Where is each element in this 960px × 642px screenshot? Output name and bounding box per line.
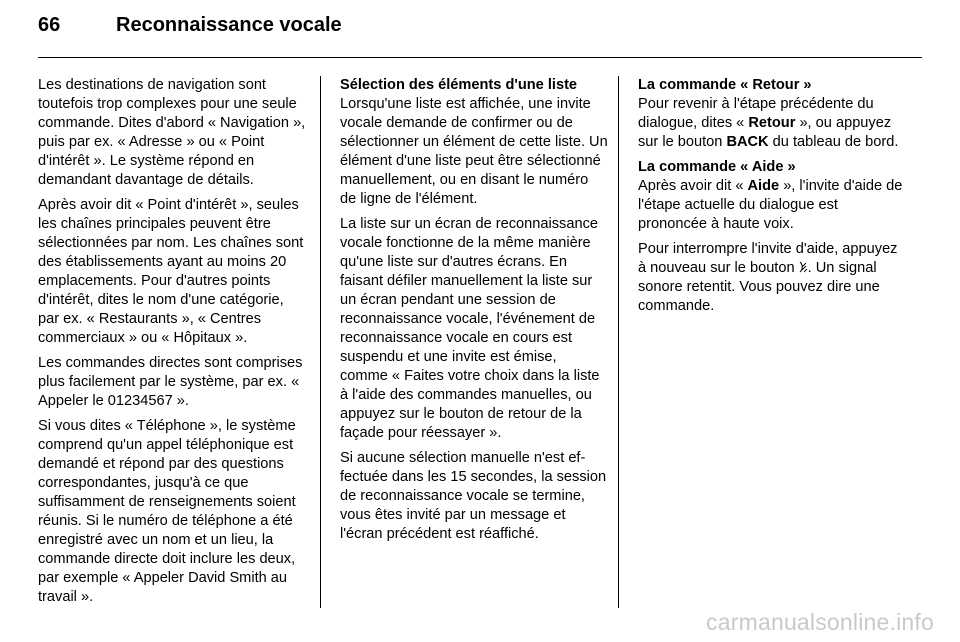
- column-3: [638, 76, 906, 322]
- voice-button-icon: [799, 261, 808, 273]
- paragraph: Si aucune sélection manuelle n'est effectuée dans les 15 secondes, la session de reconnaissance vocale se termine, vous êtes invité par un message et l'écran précédent est réaffiché.: [340, 450, 607, 542]
- section-help-command: La commande « Aide » Après avoir dit « Aide », l'invite d'aide de l'étape actuelle du dialogue est prononcée à haute voix.: [638, 158, 906, 234]
- paragraph: Pour interrompre l'invite d'aide, appuyez à nouveau sur le bouton . Un signal sonore retentit. Vous pouvez dire une commande.: [638, 241, 898, 314]
- page-number: 66: [38, 14, 61, 36]
- page-header: [38, 14, 342, 50]
- column-1: [38, 76, 306, 613]
- paragraph: Les commandes directes sont comprises plus facilement par le système, par ex. « Appeler le 01234567 ».: [38, 355, 303, 409]
- section-list-selection: [340, 76, 608, 209]
- paragraph: La liste sur un écran de reconnaissance vocale fonctionne de la même manière qu'une liste sur d'autres écrans. En faisant défiler manuellement la liste sur un écran pendant une session de reconnaissance vocale, l'événement de reconnaissance vocale en cours est suspendu et une invite est émise, comme « Faites votre choix dans la liste à l'aide des commandes manuelles, ou appuyez sur le bouton de retour de la façade pour réessayer ».: [340, 216, 600, 441]
- section-heading: La commande « Aide »: [638, 159, 796, 175]
- page-title: Reconnaissance vocale: [116, 14, 342, 36]
- keyword-aide: Aide: [747, 178, 780, 194]
- section-heading: Sélection des éléments d'une liste: [340, 77, 578, 93]
- keyword-retour: Retour: [748, 115, 796, 131]
- section-heading: La commande « Retour »: [638, 77, 812, 93]
- paragraph: Les destinations de navigation sont toutefois trop complexes pour une seule commande. Dites d'abord « Navigation », puis par ex. « Adresse » ou « Point d'intérêt ». Le système répond en demandant davantage de détails.: [38, 77, 306, 188]
- section-back-command: La commande « Retour » Pour revenir à l'étape précédente du dialogue, dites « Retour », ou appuyez sur le bouton BACK du tableau de bord.: [638, 76, 906, 152]
- column-divider: [618, 76, 619, 608]
- paragraph: Si vous dites « Téléphone », le système comprend qu'un appel téléphonique est demandé et répond par des questions correspondantes, jusqu'à ce que suffisamment de renseignements soient réunis. Si le numéro de téléphone a été enregistré avec un nom et un lieu, la commande directe doit inclure les deux, par exemple « Appeler David Smith au travail ».: [38, 418, 296, 605]
- header-rule: [38, 57, 922, 58]
- paragraph: Après avoir dit « Point d'intérêt », seules les chaînes principales peuvent être sélectionnées par nom. Les chaînes sont des établissements ayant au moins 20 emplacements. Pour d'autres points d'intérêt, dites le nom d'une catégorie, par ex. « Restaurants », « Centres commerciaux » ou « Hôpitaux ».: [38, 197, 304, 346]
- paragraph: Lorsqu'une liste est affichée, une invite vocale demande de confirmer ou de sélectionner un élément de cette liste. Un élément d'une liste peut être sélectionné manuellement, ou en disant le numéro de ligne de l'élément.: [340, 96, 608, 207]
- keyword-back: BACK: [726, 134, 769, 150]
- column-divider: [320, 76, 321, 608]
- watermark: carmanualsonline.info: [706, 609, 934, 635]
- column-2: [340, 76, 608, 550]
